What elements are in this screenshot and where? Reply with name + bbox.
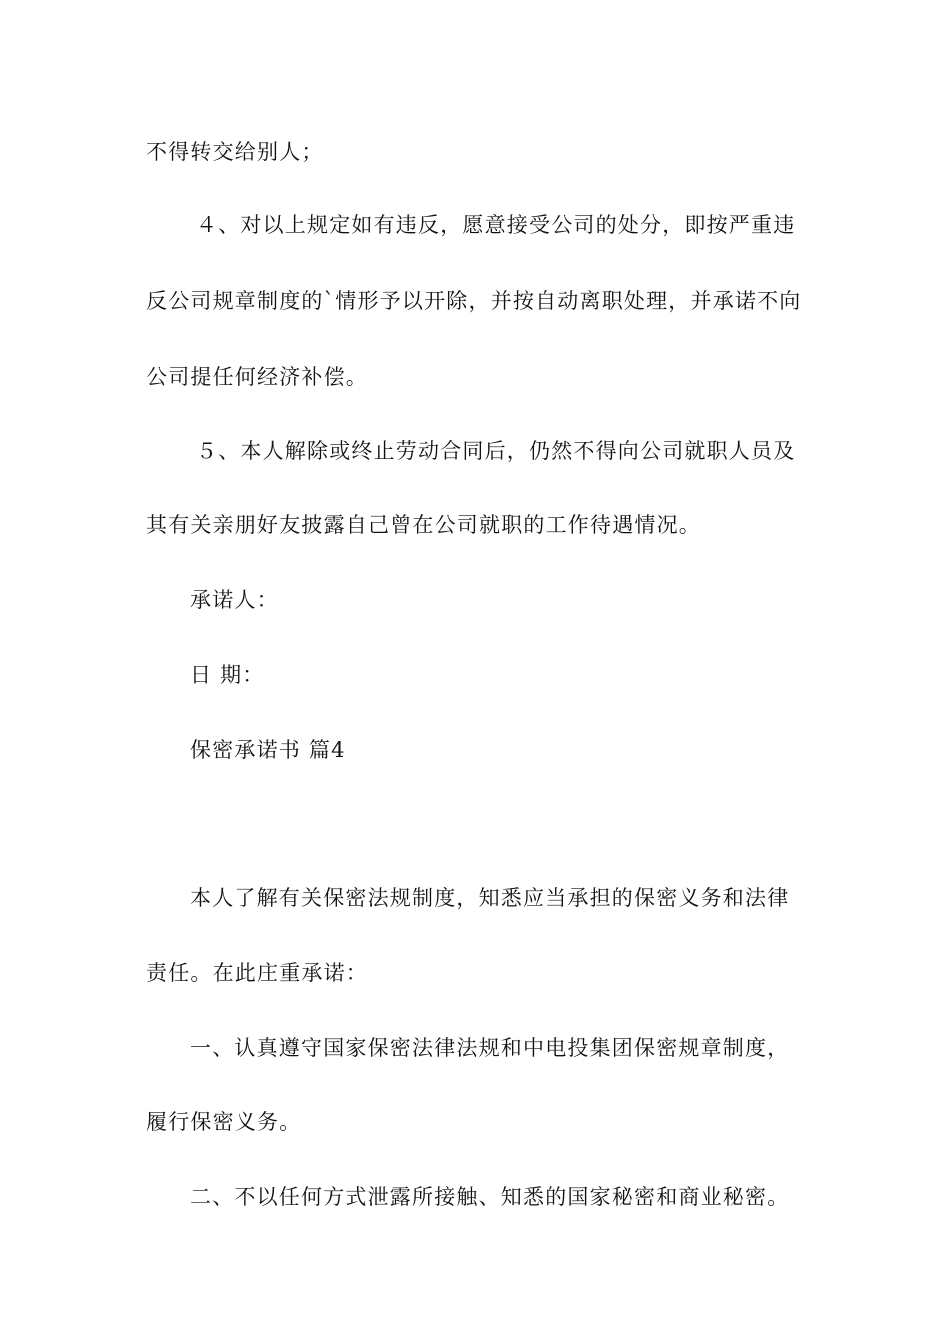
item-1-line-1: 一、认真遵守国家保密法律法规和中电投集团保密规章制度，	[190, 1036, 790, 1060]
clause-4-line-3: 公司提任何经济补偿。	[146, 365, 368, 389]
section-heading: 保密承诺书 篇4	[190, 738, 346, 762]
clause-5-line-2: 其有关亲朋好友披露自己曾在公司就职的工作待遇情况。	[146, 513, 701, 537]
intro-line-1: 本人了解有关保密法规制度，知悉应当承担的保密义务和法律	[190, 886, 790, 910]
clause-4-line-2: 反公司规章制度的`情形予以开除，并按自动离职处理，并承诺不向	[146, 289, 802, 313]
clause-4-line-1: ４、对以上规定如有违反，愿意接受公司的处分，即按严重违	[196, 213, 796, 237]
clause-5-line-1: ５、本人解除或终止劳动合同后，仍然不得向公司就职人员及	[196, 439, 796, 463]
date-label: 日 期：	[190, 663, 265, 687]
signatory-label: 承诺人：	[190, 588, 279, 612]
text-line-1: 不得转交给别人；	[146, 140, 324, 164]
intro-line-2: 责任。在此庄重承诺：	[146, 961, 368, 985]
item-1-line-2: 履行保密义务。	[146, 1110, 302, 1134]
item-2-line-1: 二、不以任何方式泄露所接触、知悉的国家秘密和商业秘密。	[190, 1185, 790, 1209]
